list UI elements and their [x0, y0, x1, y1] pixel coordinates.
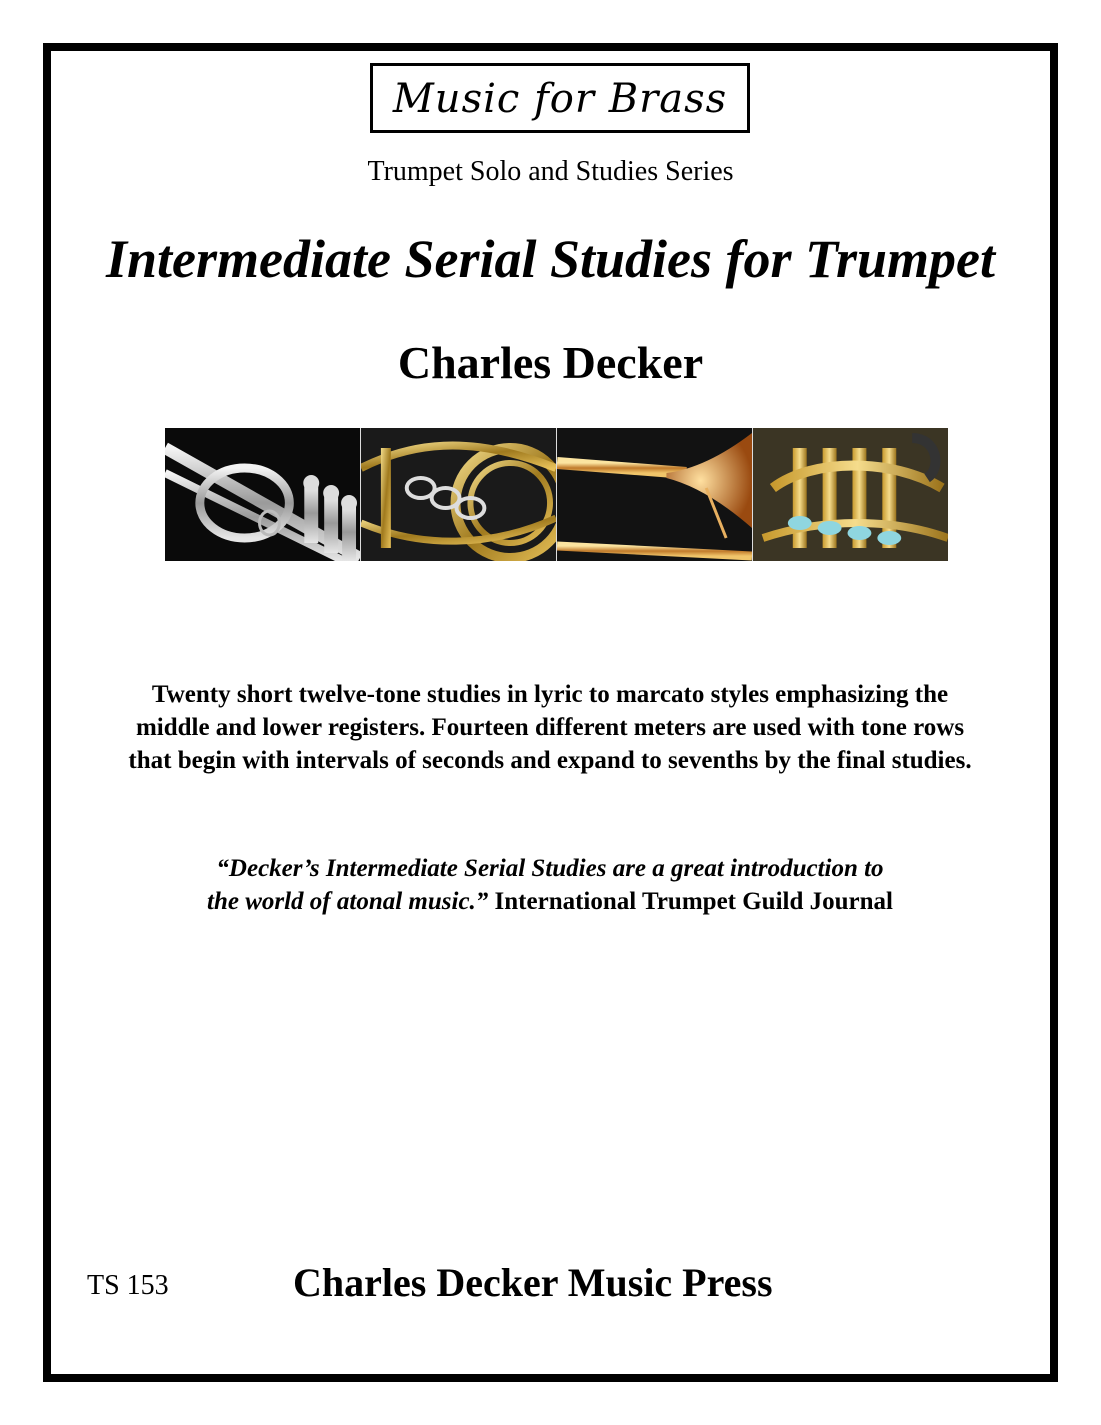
tuba-valves-photo	[753, 428, 948, 561]
quote-line	[55, 885, 1045, 918]
review-quote	[55, 852, 1045, 918]
description-line: that begin with intervals of seconds and expand to sevenths by the final studies.	[128, 747, 972, 774]
quote-line: “Decker’s Intermediate Serial Studies are a great introduction to	[216, 855, 884, 882]
composer-name: Charles Decker	[397, 337, 704, 388]
description-line: Twenty short twelve-tone studies in lyric to marcato styles emphasizing the	[151, 681, 949, 708]
french-horn-photo	[361, 428, 557, 561]
trombone-slide-photo	[557, 428, 753, 561]
description	[55, 678, 1045, 777]
series-logo-box	[370, 63, 750, 133]
series-name: Music for Brass	[392, 76, 728, 122]
series-subtitle: Trumpet Solo and Studies Series	[367, 156, 734, 187]
trumpet-valves-photo	[165, 428, 361, 561]
instrument-photo-strip	[165, 428, 948, 561]
quote-text: the world of atonal music.”	[207, 888, 489, 915]
page-title: Intermediate Serial Studies for Trumpet	[105, 229, 996, 289]
quote-source: International Trumpet Guild Journal	[488, 888, 893, 915]
publisher-name: Charles Decker Music Press	[293, 1260, 773, 1305]
description-line: middle and lower registers. Fourteen different meters are used with tone rows	[135, 714, 965, 741]
catalog-number: TS 153	[87, 1270, 169, 1301]
